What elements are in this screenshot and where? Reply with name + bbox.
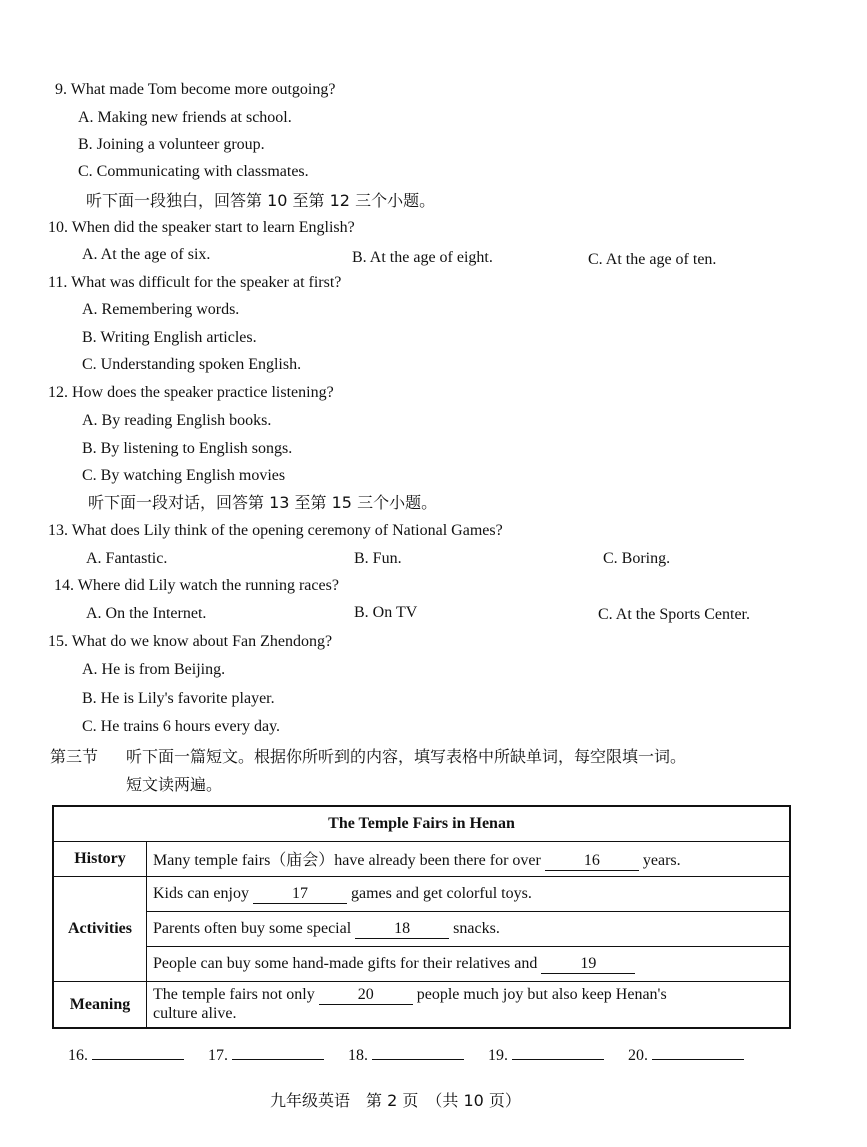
q12-option-c: C. By watching English movies [82,467,286,484]
question-12: 12. How does the speaker practice listening? [48,384,334,401]
history-text-end: years. [642,852,681,869]
history-cell [147,842,791,877]
question-9: 9. What made Tom become more outgoing? [55,81,336,98]
history-text: Many temple fairs（庙会）have already been there for over [153,852,541,869]
meaning-cell [147,982,791,1029]
q11-option-b: B. Writing English articles. [82,329,257,346]
answer-17-line[interactable] [232,1045,324,1060]
meaning-text: The temple fairs not only [153,986,315,1003]
activity-1-text-end: games and get colorful toys. [350,884,532,902]
answer-19[interactable] [488,1045,604,1065]
answer-16[interactable] [68,1045,184,1065]
q14-option-b: B. On TV [354,604,418,621]
activity-1-cell [147,877,791,912]
section-3-instruction: 听下面一篇短文。根据你所听到的内容，填写表格中所缺单词，每空限填一词。 [126,747,687,766]
answer-16-line[interactable] [92,1045,184,1060]
question-11: 11. What was difficult for the speaker at first? [48,274,342,291]
meaning-label: Meaning [53,982,147,1029]
answer-17-label: 17. [208,1047,228,1064]
q9-option-c: C. Communicating with classmates. [78,163,309,180]
blank-17: 17 [253,885,347,904]
activity-3-text: People can buy some hand-made gifts for their relatives and [153,954,538,972]
section-3-instruction-2: 短文读两遍。 [126,775,223,794]
answer-18-label: 18. [348,1047,368,1064]
question-14: 14. Where did Lily watch the running races? [54,577,339,594]
q10-option-b: B. At the age of eight. [352,249,493,266]
answer-lines [68,1045,750,1065]
answer-17[interactable] [208,1045,324,1065]
blank-18: 18 [355,920,449,939]
q14-option-c: C. At the Sports Center. [598,606,750,623]
instruction-dialogue: 听下面一段对话，回答第 13 至第 15 三个小题。 [88,493,438,512]
question-10: 10. When did the speaker start to learn English? [48,219,355,236]
q11-option-c: C. Understanding spoken English. [82,356,302,373]
q15-option-c: C. He trains 6 hours every day. [82,718,281,735]
answer-20-label: 20. [628,1047,648,1064]
q9-option-a: A. Making new friends at school. [78,109,292,126]
instruction-monologue: 听下面一段独白，回答第 10 至第 12 三个小题。 [86,191,436,210]
q14-option-a: A. On the Internet. [86,605,207,622]
q12-option-a: A. By reading English books. [82,412,272,429]
blank-16: 16 [545,852,639,871]
q11-option-a: A. Remembering words. [82,301,240,318]
q15-option-b: B. He is Lily's favorite player. [82,690,275,707]
q12-option-b: B. By listening to English songs. [82,440,293,457]
activity-3-cell [147,947,791,982]
section-3-title: 第三节 [50,747,99,766]
meaning-text-line2: culture alive. [153,1005,237,1022]
activity-2-text: Parents often buy some special [153,919,352,937]
q9-option-b: B. Joining a volunteer group. [78,136,265,153]
q13-option-c: C. Boring. [603,550,671,567]
question-13: 13. What does Lily think of the opening ceremony of National Games? [48,522,503,539]
activity-2-text-end: snacks. [453,919,500,937]
q13-option-a: A. Fantastic. [86,550,168,567]
answer-18-line[interactable] [372,1045,464,1060]
activity-1-text: Kids can enjoy [153,884,249,902]
q10-option-a: A. At the age of six. [82,246,211,263]
activity-2-cell [147,912,791,947]
meaning-text-end: people much joy but also keep Henan's [416,986,667,1003]
answer-20[interactable] [628,1045,744,1065]
blank-19: 19 [541,955,635,974]
table-title: The Temple Fairs in Henan [53,806,790,842]
question-15: 15. What do we know about Fan Zhendong? [48,633,333,650]
answer-18[interactable] [348,1045,464,1065]
answer-20-line[interactable] [652,1045,744,1060]
history-label: History [53,842,147,877]
answer-16-label: 16. [68,1047,88,1064]
temple-fairs-table [52,805,791,1029]
blank-20: 20 [319,986,413,1005]
q15-option-a: A. He is from Beijing. [82,661,226,678]
q13-option-b: B. Fun. [354,550,402,567]
activities-label: Activities [53,877,147,982]
answer-19-line[interactable] [512,1045,604,1060]
answer-19-label: 19. [488,1047,508,1064]
q10-option-c: C. At the age of ten. [588,251,717,268]
page-footer: 九年级英语 第 2 页 （共 10 页） [270,1091,521,1110]
